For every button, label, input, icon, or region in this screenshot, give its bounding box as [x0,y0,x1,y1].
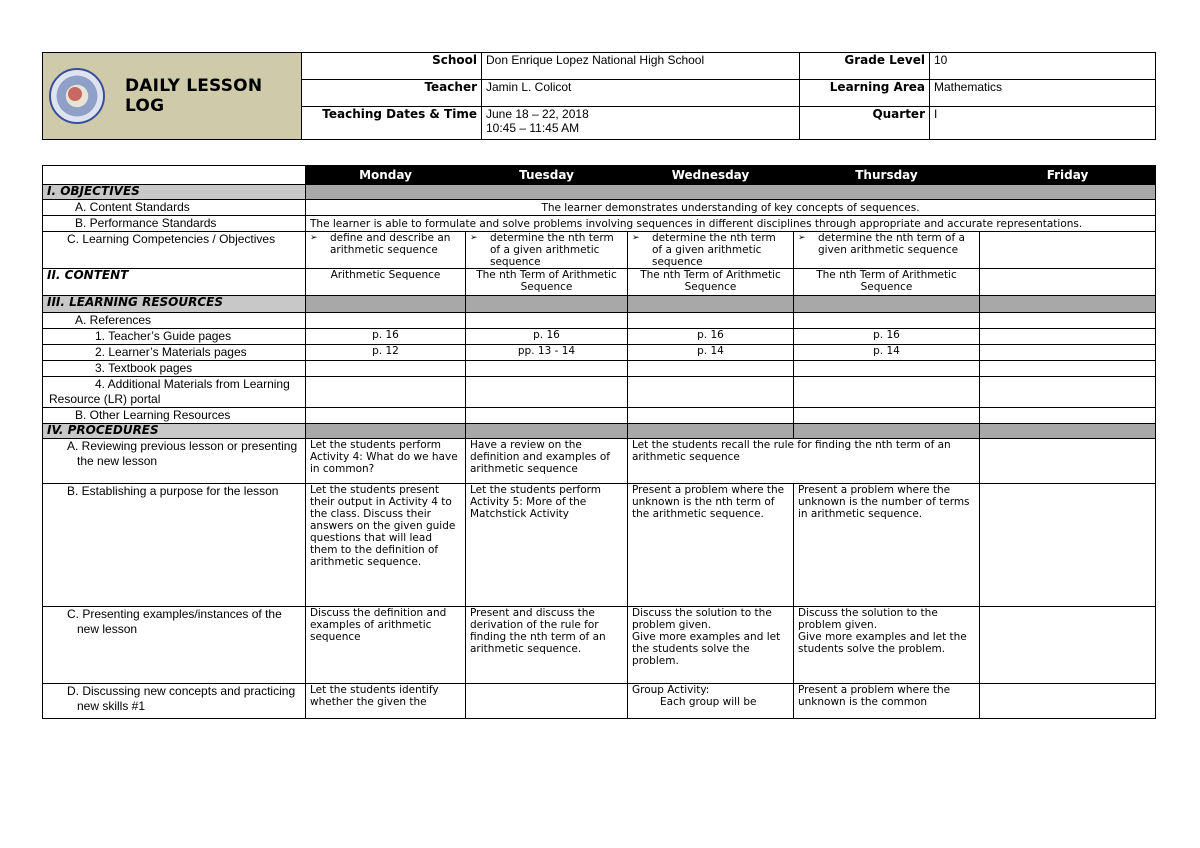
quarter-value: I [930,107,1156,140]
row-label: B. Other Learning Resources [43,408,306,424]
row-textbook [43,361,1156,377]
cell: Present a problem where the unknown is the number of terms in arithmetic sequence. [794,484,980,607]
cell: ➢ define and describe an arithmetic sequence [306,232,466,269]
cell: Group Activity: Each group will be [628,684,794,719]
row-content-standards [43,200,1156,216]
row-label: A. References [43,313,306,329]
cell: p. 16 [628,329,794,345]
arrow-bullet-icon: ➢ [632,233,640,243]
row-label: D. Discussing new concepts and practicing new skills #1 [43,684,306,719]
row-procedure-a [43,439,1156,484]
cell: The nth Term of Arithmetic Sequence [466,269,628,296]
row-teachers-guide [43,329,1156,345]
row-references [43,313,1156,329]
area-value: Mathematics [930,80,1156,107]
cell: The nth Term of Arithmetic Sequence [628,269,794,296]
section-title: IV. PROCEDURES [43,424,306,439]
cell: Let the students perform Activity 5: More of the Matchstick Activity [466,484,628,607]
cell: Discuss the definition and examples of arithmetic sequence [306,607,466,684]
cell: p. 16 [306,329,466,345]
header-table [42,52,1156,140]
row-performance-standards [43,216,1156,232]
cell: ➢ determine the nth term of a given arithmetic sequence [466,232,628,269]
cell [980,232,1156,269]
cell [980,269,1156,296]
cell: ➢ determine the nth term of a given arithmetic sequence [628,232,794,269]
cell: ➢ determine the nth term of a given arithmetic sequence [794,232,980,269]
row-label: B. Establishing a purpose for the lesson [43,484,306,607]
cell: Discuss the solution to the problem given. Give more examples and let the students solve the problem. [628,607,794,684]
cell: p. 12 [306,345,466,361]
time-line: 10:45 – 11:45 AM [486,121,580,135]
dates-value [482,107,800,140]
day-thursday: Thursday [794,166,980,185]
day-tuesday: Tuesday [466,166,628,185]
row-label: B. Performance Standards [43,216,306,232]
row-procedure-d [43,684,1156,719]
section-objectives [43,185,1156,200]
area-label: Learning Area [800,80,930,107]
row-learners-materials [43,345,1156,361]
cell: Discuss the solution to the problem given. Give more examples and let the students solve the problem. [794,607,980,684]
row-label: 4. Additional Materials from Learning Resource (LR) portal [43,377,306,408]
section-title: I. OBJECTIVES [43,185,306,200]
cell: Let the students identify whether the given the [306,684,466,719]
row-additional-materials [43,377,1156,408]
row-label: 3. Textbook pages [43,361,306,377]
cell: pp. 13 - 14 [466,345,628,361]
section-title: III. LEARNING RESOURCES [43,296,306,313]
cell: The nth Term of Arithmetic Sequence [794,269,980,296]
header-title-cell [43,53,302,140]
dates-line: June 18 – 22, 2018 [486,107,589,121]
row-label: C. Learning Competencies / Objectives [43,232,306,269]
cell: Let the students recall the rule for finding the nth term of an arithmetic sequence [628,439,980,484]
row-other-resources [43,408,1156,424]
performance-standards-value: The learner is able to formulate and solve problems involving sequences in different disciplines through appropriate and accurate representations. [306,216,1156,232]
cell: Present a problem where the unknown is the common [794,684,980,719]
cell: Let the students present their output in Activity 4 to the class. Discuss their answers on the given guide questions that will lead them to the definition of arithmetic sequence. [306,484,466,607]
section-procedures [43,424,1156,439]
school-value: Don Enrique Lopez National High School [482,53,800,80]
cell: Present and discuss the derivation of the rule for finding the nth term of an arithmetic sequence. [466,607,628,684]
row-label: C. Presenting examples/instances of the new lesson [43,607,306,684]
page-title: DAILY LESSON LOG [125,76,263,116]
day-monday: Monday [306,166,466,185]
section-resources [43,296,1156,313]
content-standards-value: The learner demonstrates understanding of key concepts of sequences. [306,200,1156,216]
cell: Let the students perform Activity 4: What do we have in common? [306,439,466,484]
arrow-bullet-icon: ➢ [798,233,806,243]
cell: p. 16 [466,329,628,345]
quarter-label: Quarter [800,107,930,140]
day-friday: Friday [980,166,1156,185]
cell: p. 14 [794,345,980,361]
cell: Present a problem where the unknown is the nth term of the arithmetic sequence. [628,484,794,607]
row-label: A. Reviewing previous lesson or presenting the new lesson [43,439,306,484]
teacher-value: Jamin L. Colicot [482,80,800,107]
day-wednesday: Wednesday [628,166,794,185]
row-label: 2. Learner’s Materials pages [43,345,306,361]
cell: Have a review on the definition and examples of arithmetic sequence [466,439,628,484]
grade-label: Grade Level [800,53,930,80]
cell: Arithmetic Sequence [306,269,466,296]
row-competencies [43,232,1156,269]
school-label: School [302,53,482,80]
deped-seal-icon [49,68,105,124]
days-header-row [43,166,1156,185]
arrow-bullet-icon: ➢ [310,233,318,243]
section-title: II. CONTENT [43,269,306,296]
teacher-label: Teacher [302,80,482,107]
cell: p. 16 [794,329,980,345]
row-procedure-c [43,607,1156,684]
cell: p. 14 [628,345,794,361]
row-procedure-b [43,484,1156,607]
dates-label: Teaching Dates & Time [302,107,482,140]
grade-value: 10 [930,53,1156,80]
section-content [43,269,1156,296]
row-label: A. Content Standards [43,200,306,216]
lesson-table [42,165,1156,719]
corner-cell [43,166,306,185]
row-label: 1. Teacher’s Guide pages [43,329,306,345]
arrow-bullet-icon: ➢ [470,233,478,243]
